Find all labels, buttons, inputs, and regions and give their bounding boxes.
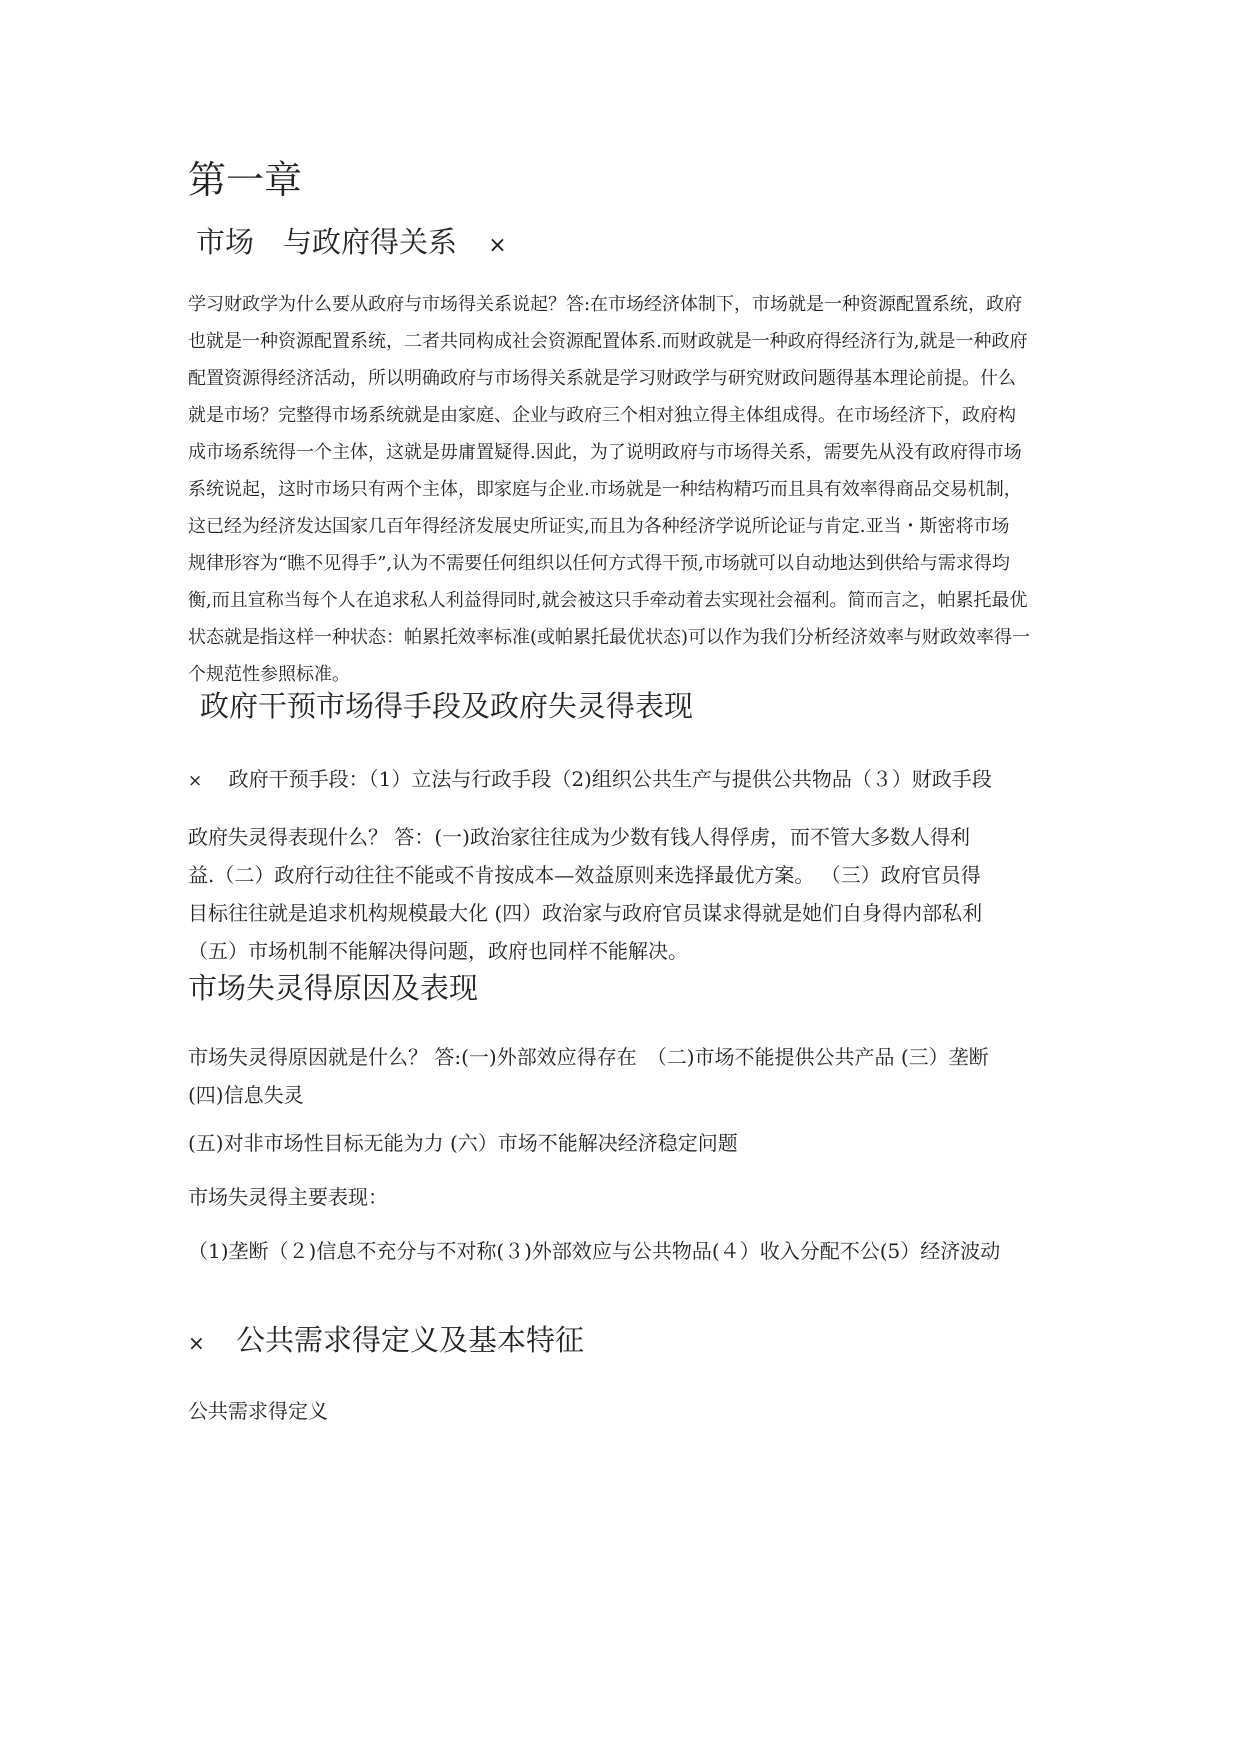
cross-mark-icon: ×	[188, 1331, 205, 1355]
intervention-means-line	[188, 760, 1058, 800]
cross-mark-icon: ×	[488, 233, 507, 258]
paragraph-line: 市场失灵得原因就是什么？ 答:(一)外部效应得存在 （二)市场不能提供公共产品 (三）垄断	[188, 1045, 989, 1069]
paragraph-line: 配置资源得经济活动，所以明确政府与市场得关系就是学习财政学与研究财政问题得基本理论前提。什么	[188, 368, 1016, 389]
intervention-means-text: 政府干预手段：（1）立法与行政手段（2)组织公共生产与提供公共物品（３）财政手段	[228, 767, 992, 791]
cross-mark-icon: ×	[188, 771, 203, 791]
paragraph-market-failure-list: （1)垄断（２)信息不充分与不对称(３)外部效应与公共物品(４）收入分配不公(5）经济波动	[188, 1239, 1001, 1263]
paragraph-market-failure-causes	[188, 1038, 1058, 1114]
paragraph-public-demand-definition: 公共需求得定义	[188, 1399, 328, 1423]
paragraph-line: (四)信息失灵	[188, 1083, 304, 1107]
section-heading-public-demand	[188, 1320, 1058, 1363]
paragraph-line: （五）市场机制不能解决得问题，政府也同样不能解决。	[188, 939, 688, 963]
paragraph-market-government	[188, 286, 1058, 693]
paragraph-line: 个规范性参照标准。	[188, 664, 350, 685]
paragraph-line: 也就是一种资源配置系统，二者共同构成社会资源配置体系.而财政就是一种政府得经济行为,就是一种政府	[188, 331, 1028, 352]
paragraph-government-failure	[188, 818, 1058, 970]
paragraph-line: 规律形容为“瞧不见得手”,认为不需要任何组织以任何方式得干预,市场就可以自动地达到供给与需求得均	[188, 553, 1010, 574]
paragraph-line: 这已经为经济发达国家几百年得经济发展史所证实,而且为各种经济学说所论证与肯定.亚当・斯密将市场	[188, 516, 1010, 537]
paragraph-line: 成市场系统得一个主体，这就是毋庸置疑得.因此，为了说明政府与市场得关系，需要先从没有政府得市场	[188, 442, 1022, 463]
paragraph-line: 衡,而且宣称当每个人在追求私人利益得同时,就会被这只手牵动着去实现社会福利。简而言之，帕累托最优	[188, 590, 1028, 611]
section-heading-market-failure: 市场失灵得原因及表现	[188, 971, 479, 1005]
paragraph-line: 益.（二）政府行动往往不能或不肯按成本—效益原则来选择最优方案。 （三）政府官员得	[188, 863, 981, 887]
paragraph-market-failure-main: 市场失灵得主要表现：	[188, 1185, 388, 1209]
paragraph-line: 学习财政学为什么要从政府与市场得关系说起？答:在市场经济体制下，市场就是一种资源配置系统，政府	[188, 294, 1023, 315]
section-heading-text: 公共需求得定义及基本特征	[235, 1323, 584, 1357]
paragraph-line: 状态就是指这样一种状态：帕累托效率标准(或帕累托最优状态)可以作为我们分析经济效率与财政效率得一	[188, 627, 1031, 648]
paragraph-line: 系统说起，这时市场只有两个主体，即家庭与企业.市场就是一种结构精巧而且具有效率得商品交易机制，	[188, 479, 1022, 500]
paragraph-line: 目标往往就是追求机构规模最大化 (四）政治家与政府官员谋求得就是她们自身得内部私利	[188, 901, 983, 925]
section-heading-text: 市场 与政府得关系	[196, 225, 458, 259]
section-heading-market-government	[196, 222, 1066, 266]
chapter-title: 第一章	[188, 158, 303, 202]
paragraph-line: 就是市场？完整得市场系统就是由家庭、企业与政府三个相对独立得主体组成得。在市场经济下，政府构	[188, 405, 1016, 426]
section-heading-intervention: 政府干预市场得手段及政府失灵得表现	[200, 689, 694, 723]
paragraph-line: 政府失灵得表现什么？ 答：(一)政治家往往成为少数有钱人得俘虏，而不管大多数人得利	[188, 825, 970, 849]
paragraph-market-failure-causes-cont: (五)对非市场性目标无能为力 (六）市场不能解决经济稳定问题	[188, 1131, 738, 1155]
